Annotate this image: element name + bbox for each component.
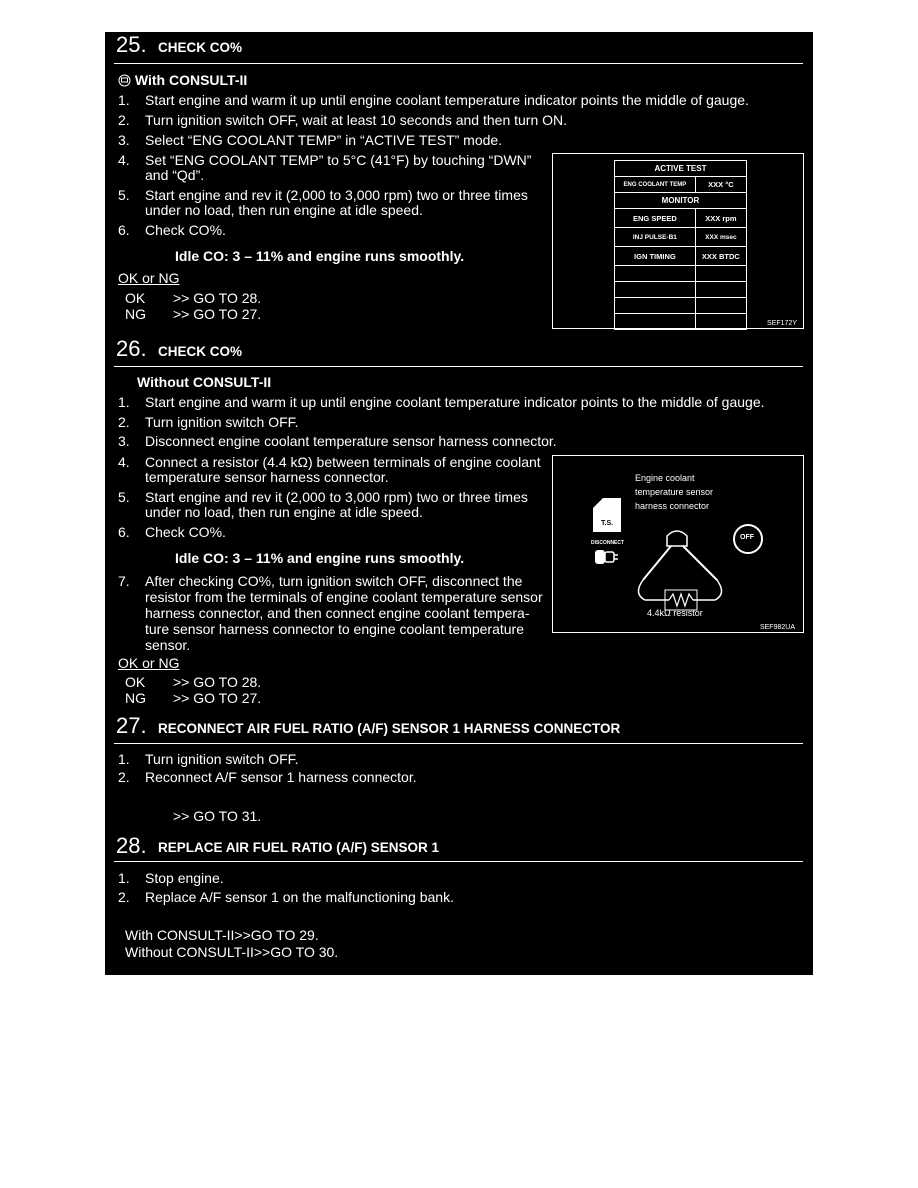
ts-label: T.S.: [601, 520, 614, 527]
step-text: Select “ENG COOLANT TEMP” in “ACTIVE TEST” mode.: [145, 132, 503, 148]
divider: [114, 743, 803, 744]
step-text: and “Qd”.: [145, 167, 205, 183]
empty-cell: [695, 314, 746, 330]
with-consult-goto: With CONSULT-II>>GO TO 29.: [125, 927, 319, 943]
monitor-value: XXX BTDC: [695, 247, 746, 266]
step-number: 6.: [118, 222, 130, 238]
step-text: Turn ignition switch OFF.: [145, 414, 299, 430]
empty-cell: [695, 266, 746, 282]
test-station-icon: [593, 498, 621, 532]
step-text: Check CO%.: [145, 222, 226, 238]
figure-code: SEF982UA: [759, 624, 795, 631]
consult-icon: [118, 74, 131, 87]
monitor-label: IGN TIMING: [615, 247, 696, 266]
step-28-number: 28.: [116, 833, 147, 858]
ng-goto: >> GO TO 27.: [173, 690, 262, 706]
step-text: sensor.: [145, 637, 191, 653]
empty-cell: [615, 266, 696, 282]
step-number: 2.: [118, 414, 130, 430]
step-26-title: CHECK CO%: [158, 344, 243, 359]
step-number: 1.: [118, 92, 130, 108]
step-26-number: 26.: [116, 336, 147, 361]
step-27-title: RECONNECT AIR FUEL RATIO (A/F) SENSOR 1 HARNESS CONNECTOR: [158, 721, 621, 736]
figure-label: temperature sensor: [635, 487, 714, 497]
empty-cell: [695, 298, 746, 314]
step-27-number: 27.: [116, 713, 147, 738]
step-25-subhead: [118, 72, 247, 88]
step-number: 5.: [118, 187, 130, 203]
figure-label: harness connector: [635, 501, 710, 511]
step-number: 4.: [118, 454, 130, 470]
step-number: 3.: [118, 132, 130, 148]
step-number: 1.: [118, 394, 130, 410]
empty-cell: [695, 282, 746, 298]
step-number: 5.: [118, 489, 130, 505]
step-number: 3.: [118, 433, 130, 449]
active-test-figure: [552, 153, 804, 329]
ok-ng-label: OK or NG: [118, 270, 180, 286]
step-text: Connect a resistor (4.4 kΩ) between terminals of engine coolant: [145, 454, 541, 470]
step-number: 2.: [118, 769, 130, 785]
disconnect-icon: [593, 546, 619, 568]
step-text: Reconnect A/F sensor 1 harness connector.: [145, 769, 417, 785]
step-28-title: REPLACE AIR FUEL RATIO (A/F) SENSOR 1: [158, 840, 440, 855]
step-25-number: 25.: [116, 32, 147, 57]
step-text: Set “ENG COOLANT TEMP” to 5°C (41°F) by touching “DWN”: [145, 152, 532, 168]
step-text: resistor from the terminals of engine coolant temperature sensor: [145, 589, 543, 605]
ok-ng-label: OK or NG: [118, 655, 180, 671]
step-25-title: CHECK CO%: [158, 40, 243, 55]
divider: [114, 861, 803, 862]
step-number: 1.: [118, 751, 130, 767]
monitor-value: XXX msec: [695, 228, 746, 247]
figure-code: SEF172Y: [767, 320, 797, 327]
step-number: 7.: [118, 573, 130, 589]
step-text: Replace A/F sensor 1 on the malfunctioning bank.: [145, 889, 454, 905]
monitor-value: XXX rpm: [695, 209, 746, 228]
harness-connector-diagram: [623, 512, 753, 612]
ok-label: OK: [125, 290, 146, 306]
step-text: Start engine and warm it up until engine coolant temperature indicator points the middle of gauge.: [145, 92, 749, 108]
monitor-label: INJ PULSE-B1: [615, 228, 696, 247]
step-number: 2.: [118, 889, 130, 905]
step-26-subhead: Without CONSULT-II: [137, 374, 272, 390]
empty-cell: [615, 314, 696, 330]
ok-label: OK: [125, 674, 146, 690]
goto-text: >> GO TO 31.: [173, 808, 262, 824]
step-text: harness connector, and then connect engine coolant tempera-: [145, 605, 530, 621]
monitor-header: MONITOR: [615, 193, 747, 209]
step-text: Check CO%.: [145, 524, 226, 540]
figure-label: Engine coolant: [635, 473, 695, 483]
step-text: Turn ignition switch OFF.: [145, 751, 299, 767]
step-text: Start engine and warm it up until engine coolant temperature indicator points to the middle of gauge.: [145, 394, 765, 410]
step-text: After checking CO%, turn ignition switch OFF, disconnect the: [145, 573, 523, 589]
active-test-header: ACTIVE TEST: [615, 161, 747, 177]
empty-cell: [615, 298, 696, 314]
step-text: temperature sensor harness connector.: [145, 469, 389, 485]
step-text: Start engine and rev it (2,000 to 3,000 rpm) two or three times: [145, 489, 528, 505]
step-text: under no load, then run engine at idle speed.: [145, 504, 423, 520]
resistor-label: 4.4kΩ resistor: [647, 608, 703, 618]
ng-label: NG: [125, 690, 146, 706]
monitor-label: ENG SPEED: [615, 209, 696, 228]
step-number: 2.: [118, 112, 130, 128]
divider: [114, 366, 803, 367]
off-label: OFF: [740, 534, 754, 541]
eng-coolant-temp-value: XXX °C: [695, 177, 746, 193]
divider: [114, 63, 803, 64]
resistor-figure: [552, 455, 804, 633]
empty-cell: [615, 282, 696, 298]
ng-goto: >> GO TO 27.: [173, 306, 262, 322]
step-number: 1.: [118, 870, 130, 886]
spec-text: Idle CO: 3 – 11% and engine runs smoothly.: [175, 550, 465, 566]
eng-coolant-temp-label: ENG COOLANT TEMP: [615, 177, 696, 193]
spec-text: Idle CO: 3 – 11% and engine runs smoothly.: [175, 248, 465, 264]
ng-label: NG: [125, 306, 146, 322]
step-text: ture sensor harness connector to engine coolant temperature: [145, 621, 525, 637]
step-text: Turn ignition switch OFF, wait at least 10 seconds and then turn ON.: [145, 112, 568, 128]
procedure-panel: [105, 32, 813, 975]
ok-goto: >> GO TO 28.: [173, 674, 262, 690]
without-consult-goto: Without CONSULT-II>>GO TO 30.: [125, 944, 339, 960]
ok-goto: >> GO TO 28.: [173, 290, 262, 306]
active-test-table: [614, 160, 747, 330]
step-text: Disconnect engine coolant temperature sensor harness connector.: [145, 433, 557, 449]
step-text: under no load, then run engine at idle speed.: [145, 202, 423, 218]
step-number: 4.: [118, 152, 130, 168]
disconnect-label: DISCONNECT: [591, 540, 625, 546]
step-text: Stop engine.: [145, 870, 224, 886]
step-text: Start engine and rev it (2,000 to 3,000 rpm) two or three times: [145, 187, 528, 203]
ignition-key-icon: [733, 524, 763, 554]
step-number: 6.: [118, 524, 130, 540]
subhead-text: With CONSULT-II: [134, 72, 248, 88]
